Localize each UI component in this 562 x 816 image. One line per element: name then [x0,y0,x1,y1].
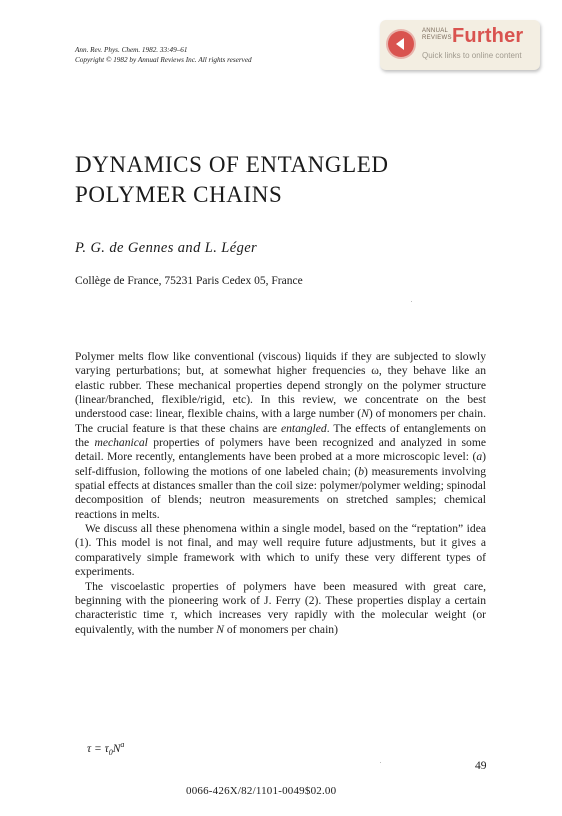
body-paragraph-1: Polymer melts flow like conventional (viscous) liquids if they are subjected to slowly varying perturbations; but, at somewhat higher frequencies ω, they behave like an elastic rubber. These mechanical properties depend strongly on the polymer structure (linear/branched, flexible/rigid, etc). In this review, we concentrate on the best understood case: linear, flexible chains, with a large number (N) of monomers per chain. The crucial feature is that these chains are entangled. The effects of entanglements on the mechanical properties of polymers have been recognized and analyzed in some detail. More recently, entanglements have been probed at a more microscopic level: (a) self-diffusion, following the motions of one labeled chain; (b) measurements involving spatial effects at distances smaller than the coil size: polymer/polymer welding; spinodal decomposition of blends; neutron measurements on stretched samples; chemical reactions in melts. [75,350,487,521]
badge-annual-reviews-label: ANNUAL REVIEWS [422,28,452,41]
citation-line-1: Ann. Rev. Phys. Chem. 1982. 33:49–61 [75,46,188,54]
scan-speck [411,301,412,302]
page-number: 49 [475,760,487,772]
article-title: DYNAMICS OF ENTANGLED POLYMER CHAINS [75,152,389,207]
article-affiliation: Collège de France, 75231 Paris Cedex 05, France [75,275,303,287]
citation-header [75,46,252,65]
badge-subtitle: Quick links to online content [422,51,522,60]
badge-further-label: Further [452,25,524,47]
body-paragraph-3: The viscoelastic properties of polymers have been measured with great care, beginning with the pioneering work of J. Ferry (2). These properties display a certain characteristic time τ, which increases very rapidly with the molecular weight (or equivalently, with the number N of monomers per chain) [75,579,486,636]
scan-speck [380,762,381,763]
equation: $\tau = \tau_0N^a$ [87,740,125,758]
back-arrow-icon [388,31,414,57]
citation-line-2: Copyright © 1982 by Annual Reviews Inc. All rights reserved [75,55,252,64]
article-body [75,350,486,637]
annual-reviews-further-badge[interactable] [380,20,540,70]
article-authors: P. G. de Gennes and L. Léger [75,240,258,256]
body-paragraph-2: We discuss all these phenomena within a single model, based on the “reptation” idea (1). This model is not final, and may well require future adjustments, but it gives a comparatively simple framework with which to unify these very different types of experiments. [75,522,486,579]
issn-code: 0066-426X/82/1101-0049$02.00 [186,785,337,797]
